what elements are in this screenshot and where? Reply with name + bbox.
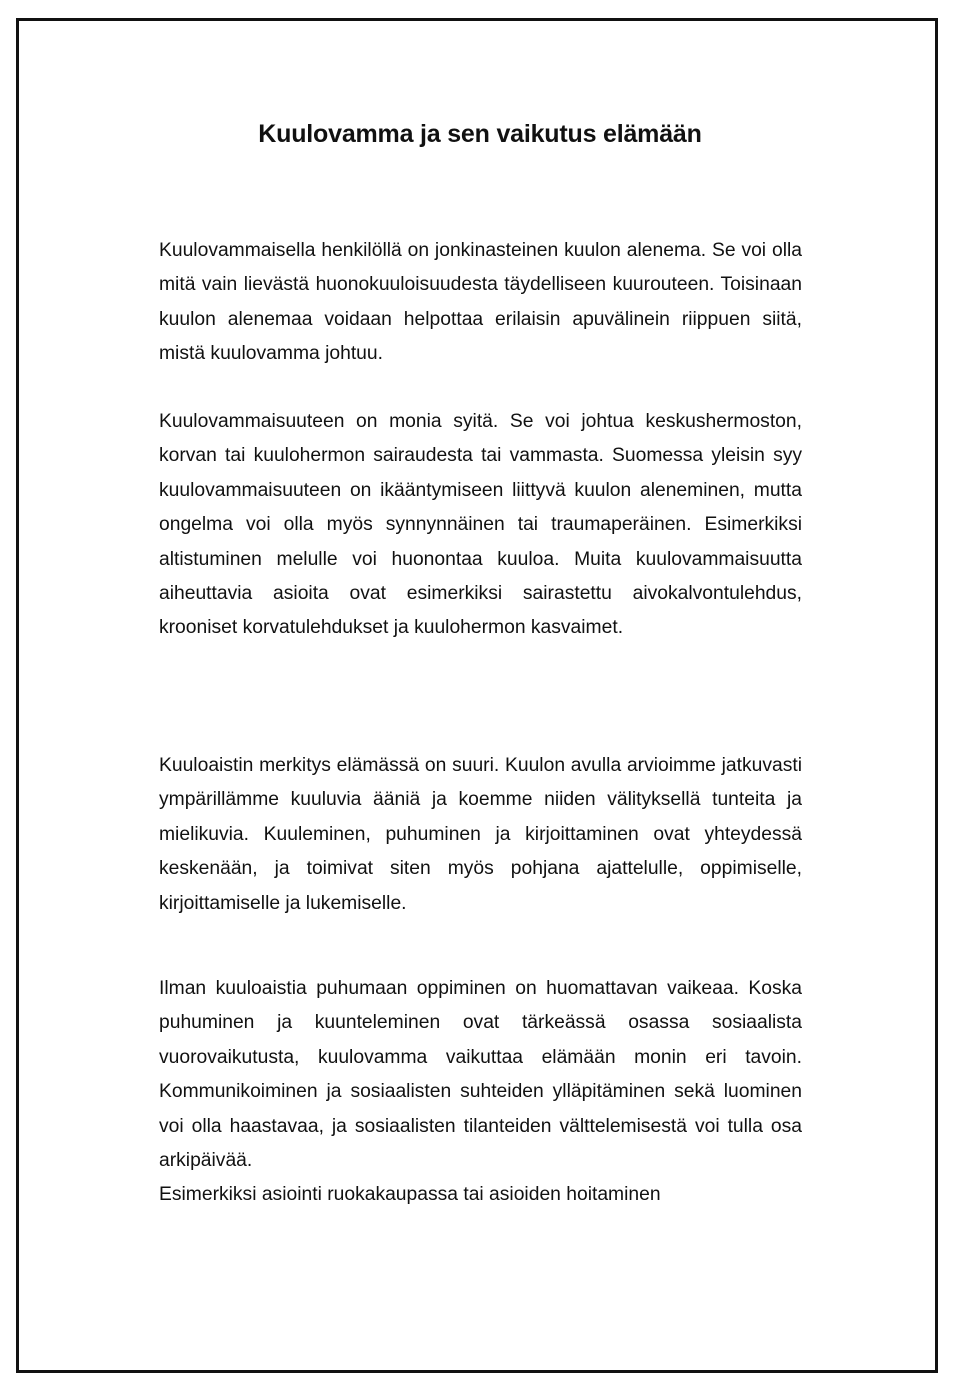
- paragraph-4: Ilman kuuloaistia puhumaan oppiminen on huomattavan vaikeaa. Koska puhuminen ja kuunteleminen ovat tärkeässä osassa sosiaalista vuorovaikutusta, kuulovamma vaikuttaa elämään monin eri tavoin. Kommunikoiminen ja sosiaalisten suhteiden ylläpitäminen sekä luominen voi olla haastavaa, ja sosiaalisten tilanteiden välttelemisestä voi tulla osa arkipäivää.: [159, 978, 802, 1172]
- paragraph-1: Kuulovammaisella henkilöllä on jonkinasteinen kuulon alenema. Se voi olla mitä vain lievästä huonokuuloisuudesta täydelliseen kuurouteen. Toisinaan kuulon alenemaa voidaan helpottaa erilaisin apuvälinein riippuen siitä, mistä kuulovamma johtuu.: [159, 240, 802, 365]
- paragraph-5: Esimerkiksi asiointi ruokakaupassa tai asioiden hoitaminen: [159, 1184, 661, 1205]
- paragraph-2: Kuulovammaisuuteen on monia syitä. Se voi johtua keskushermoston, korvan tai kuulohermon sairaudesta tai vammasta. Suomessa yleisin syy kuulovammaisuuteen on ikääntymiseen liittyvä kuulon aleneminen, mutta ongelma voi olla myös synnynnäinen tai traumaperäinen. Esimerkiksi altistuminen melulle voi huonontaa kuuloa. Muita kuulovammaisuutta aiheuttavia asioita ovat esimerkiksi sairastettu aivokalvontulehdus, krooniset korvatulehdukset ja kuulohermon kasvaimet.: [159, 411, 802, 639]
- paragraph-3: Kuuloaistin merkitys elämässä on suuri. Kuulon avulla arvioimme jatkuvasti ympärillämme kuuluvia ääniä ja koemme niiden välityksellä tunteita ja mielikuvia. Kuuleminen, puhuminen ja kirjoittaminen ovat yhteydessä keskenään, ja toimivat siten myös pohjana ajattelulle, oppimiselle, kirjoittamiselle ja lukemiselle.: [159, 755, 802, 914]
- document-title: Kuulovamma ja sen vaikutus elämään: [258, 120, 702, 148]
